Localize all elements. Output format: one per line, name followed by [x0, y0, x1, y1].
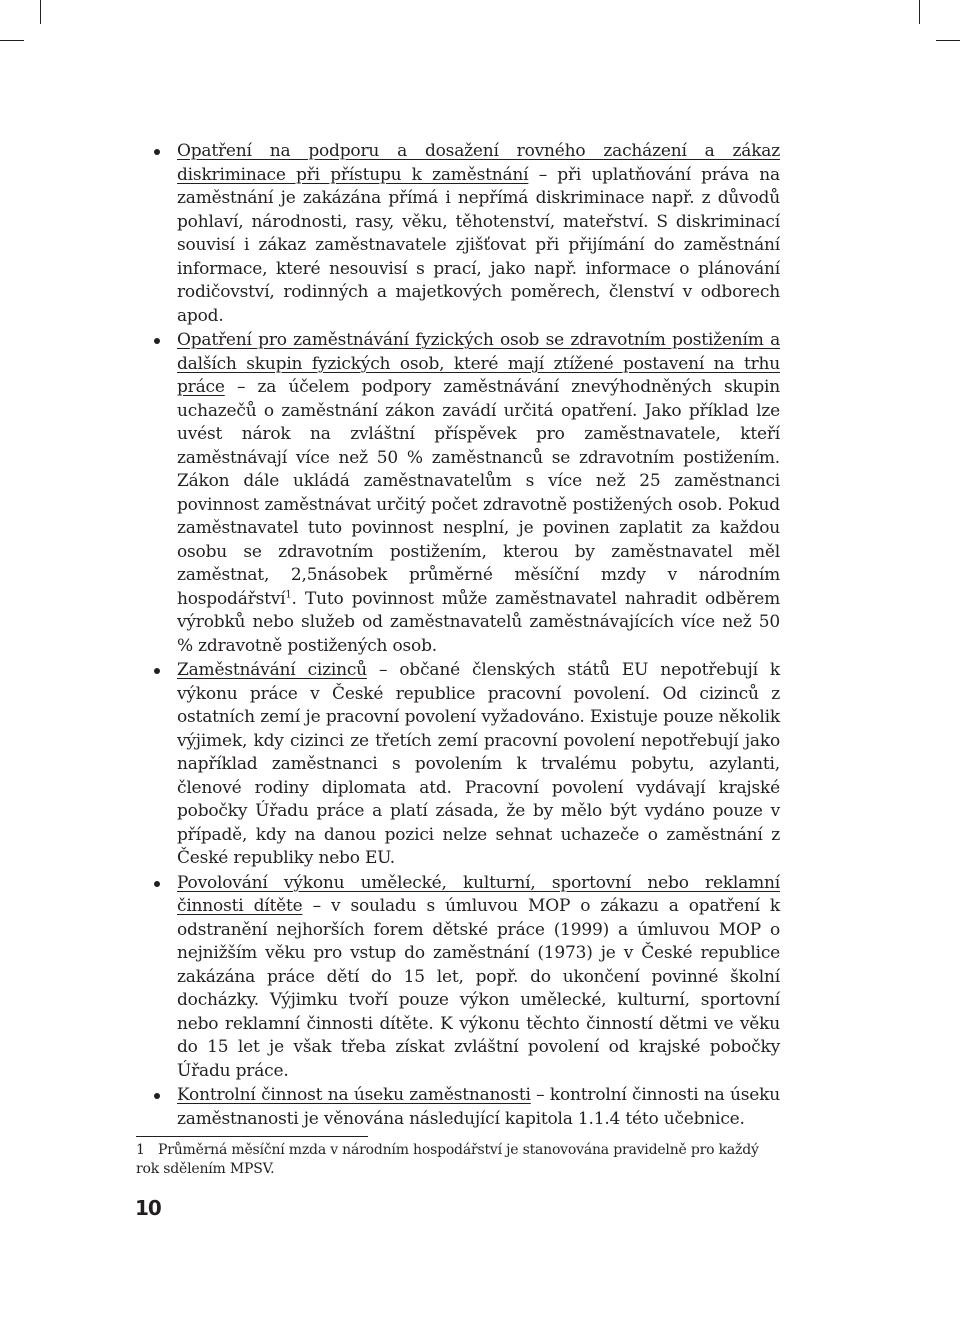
footnote: [136, 1141, 782, 1179]
list-item: [152, 329, 780, 658]
item-text: – za účelem podpory zaměstnávání znevýhodněných skupin uchazečů o zaměstnání zákon zavádí určitá opatření. Jako příklad lze uvést nárok na zvláštní příspěvek pro zaměstnavatele, kteří zaměstnávají více než 50 % zaměstnanců se zdravotním postižením. Zákon dále ukládá zaměstnavatelům s více než 25 zaměstnanci povinnost zaměstnávat určitý počet zdravotně postižených osob. Pokud zaměstnavatel tuto povinnost nesplní, je povinen zaplatit za každou osobu se zdravotním postižením, kterou by zaměstnavatel měl zaměstnat, 2,5násobek průměrné měsíční mzdy v národním hospodářství: [177, 377, 780, 609]
item-term: Zaměstnávání cizinců: [177, 660, 367, 680]
footnote-reference[interactable]: 1: [285, 588, 292, 600]
item-term: Opatření na podporu a dosažení rovného zacházení a zákaz diskriminace při přístupu k zaměstnání: [177, 141, 780, 185]
item-text: . Tuto povinnost může zaměstnavatel nahradit odběrem výrobků nebo služeb od zaměstnavatelů zaměstnávajících více než 50 % zdravotně postižených osob.: [177, 588, 780, 656]
bullet-icon: [154, 338, 160, 344]
list-item: [152, 659, 780, 871]
bullet-list: [152, 140, 780, 1131]
footnote-text: Průměrná měsíční mzda v národním hospodářství je stanovována pravidelně pro každý rok sdělením MPSV.: [136, 1142, 759, 1177]
main-text: [152, 140, 780, 1132]
list-item: [152, 1084, 780, 1131]
item-term: Opatření pro zaměstnávání fyzických osob se zdravotním postižením a dalších skupin fyzických osob, které mají ztížené postavení na trhu práce: [177, 330, 780, 397]
bullet-icon: [154, 149, 160, 155]
item-text: – kontrolní činnosti na úseku zaměstnanosti je věnována následující kapitola 1.1.4 této učebnice.: [177, 1085, 780, 1129]
page-number: 10: [135, 1196, 161, 1220]
footnote-mark: 1: [136, 1142, 145, 1158]
crop-mark: [0, 40, 24, 41]
item-text: – při uplatňování práva na zaměstnání je zakázána přímá i nepřímá diskriminace např. z důvodů pohlaví, národnosti, rasy, věku, těhotenství, mateřství. S diskriminací souvisí i zákaz zaměstnavatele zjišťovat při přijímání do zaměstnání informace, které nesouvisí s prací, jako např. informace o plánování rodičovství, rodinných a majetkových poměrech, členství v odborech apod.: [177, 164, 780, 326]
list-item: [152, 140, 780, 328]
bullet-icon: [154, 668, 160, 674]
crop-mark: [40, 0, 41, 24]
bullet-icon: [154, 1093, 160, 1099]
bullet-icon: [154, 881, 160, 887]
footnote-divider: [136, 1136, 368, 1137]
list-item: [152, 872, 780, 1084]
crop-mark: [919, 0, 920, 24]
item-term: Kontrolní činnost na úseku zaměstnanosti: [177, 1085, 531, 1105]
crop-mark: [936, 40, 960, 41]
item-text: – v souladu s úmluvou MOP o zákazu a opatření k odstranění nejhorších forem dětské práce (1999) a úmluvou MOP o nejnižším věku pro vstup do zaměstnání (1973) je v České republice zakázána práce dětí do 15 let, popř. do ukončení povinné školní docházky. Výjimku tvoří pouze výkon umělecké, kulturní, sportovní nebo reklamní činnosti dítěte. K výkonu těchto činností dětmi ve věku do 15 let je však třeba získat zvláštní povolení od krajské pobočky Úřadu práce.: [177, 896, 780, 1081]
item-term: Povolování výkonu umělecké, kulturní, sportovní nebo reklamní činnosti dítěte: [177, 872, 780, 916]
item-text: – občané členských států EU nepotřebují k výkonu práce v České republice pracovní povolení. Od cizinců z ostatních zemí je pracovní povolení vyžadováno. Existuje pouze několik výjimek, kdy cizinci ze třetích zemí pracovní povolení nepotřebují jako například zaměstnanci s povolením k trvalému pobytu, azylanti, členové rodiny diplomata atd. Pracovní povolení vydávají krajské pobočky Úřadu práce a platí zásada, že by mělo být vydáno pouze v případě, kdy na danou pozici nelze sehnat uchazeče o zaměstnání z České republiky nebo EU.: [177, 660, 780, 868]
